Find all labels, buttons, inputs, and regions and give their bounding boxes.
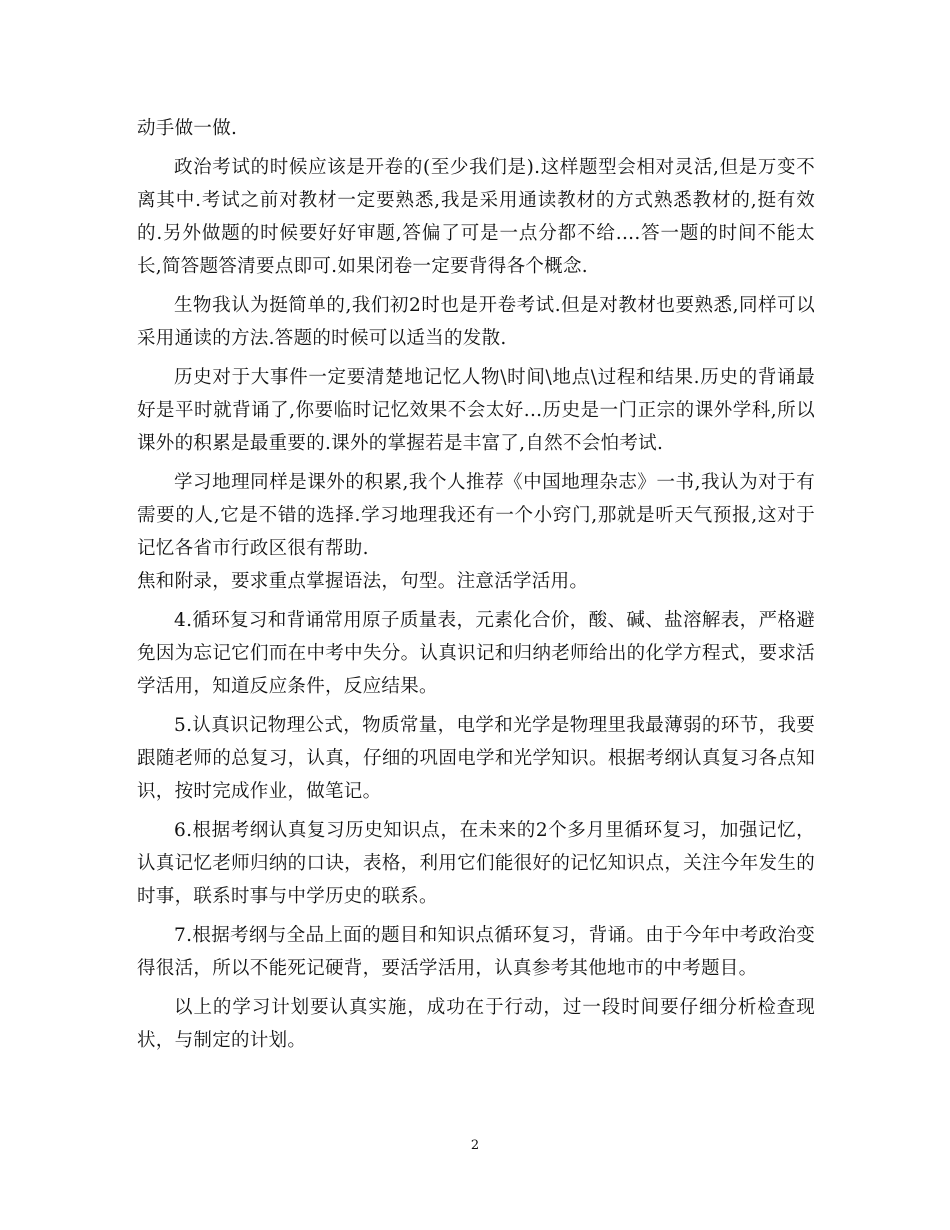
page-number: 2: [470, 1138, 480, 1153]
paragraph-2: 政治考试的时候应该是开卷的(至少我们是).这样题型会相对灵活,但是万变不离其中.考试之前对教材一定要熟悉,我是采用通读教材的方式熟悉教材的,挺有效的.另外做题的时候要好好审题,答偏了可是一点分都不给....答一题的时间不能太长,简答题答清要点即可.如果闭卷一定要背得各个概念.: [137, 157, 815, 277]
paragraph-6: 焦和附录，要求重点掌握语法，句型。注意活学活用。: [137, 571, 589, 592]
paragraph-11: 以上的学习计划要认真实施，成功在于行动，过一段时间要仔细分析检查现状，与制定的计划。: [137, 997, 815, 1051]
paragraph-1: 动手做一做.: [137, 118, 238, 139]
paragraph-10: 7.根据考纲与全品上面的题目和知识点循环复习，背诵。由于今年中考政治变得很活，所以不能死记硬背，要活学活用，认真参考其他地市的中考题目。: [137, 925, 815, 979]
paragraph-9: 6.根据考纲认真复习历史知识点，在未来的2个多月里循环复习，加强记忆，认真记忆老师归纳的口诀，表格，利用它们能很好的记忆知识点，关注今年发生的时事，联系时事与中学历史的联系。: [137, 820, 815, 907]
paragraph-5: 学习地理同样是课外的积累,我个人推荐《中国地理杂志》一书,我认为对于有需要的人,它是不错的选择.学习地理我还有一个小窍门,那就是听天气预报,这对于记忆各省市行政区很有帮助.: [137, 472, 815, 559]
paragraph-8: 5.认真识记物理公式，物质常量，电学和光学是物理里我最薄弱的环节，我要跟随老师的总复习，认真，仔细的巩固电学和光学知识。根据考纲认真复习各点知识，按时完成作业，做笔记。: [137, 715, 815, 802]
paragraph-7: 4.循环复习和背诵常用原子质量表，元素化合价，酸、碱、盐溶解表，严格避免因为忘记它们而在中考中失分。认真识记和归纳老师给出的化学方程式，要求活学活用，知道反应条件，反应结果。: [137, 610, 815, 697]
document-body: [137, 112, 815, 1057]
paragraph-4: 历史对于大事件一定要清楚地记忆人物\时间\地点\过程和结果.历史的背诵最好是平时就背诵了,你要临时记忆效果不会太好...历史是一门正宗的课外学科,所以课外的积累是最重要的.课外的掌握若是丰富了,自然不会怕考试.: [137, 367, 815, 454]
paragraph-3: 生物我认为挺简单的,我们初2时也是开卷考试.但是对教材也要熟悉,同样可以采用通读的方法.答题的时候可以适当的发散.: [137, 295, 815, 349]
